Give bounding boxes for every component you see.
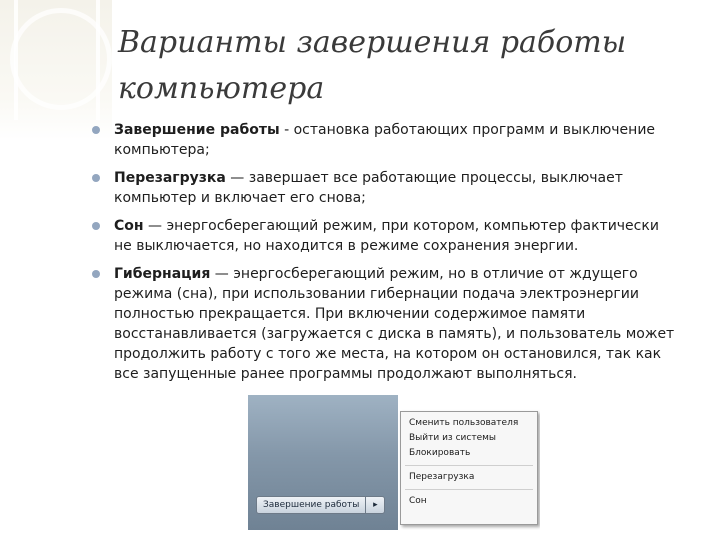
item-text: — энергосберегающий режим, но в отличие от ждущего режима (сна), при использовании гибернации подача электроэнергии полностью прекращается. При включении содержимое памяти восстанавливается (загружается с диска в память), и пользователь может продолжить работу с того же места, на котором он остановился, так как все запущенные ранее программы продолжают выполняться. bbox=[114, 266, 675, 382]
item-term: Перезагрузка bbox=[114, 170, 226, 186]
chevron-right-icon[interactable]: ▸ bbox=[366, 496, 385, 514]
menu-item-switch-user[interactable]: Сменить пользователя bbox=[409, 418, 519, 428]
item-text: — энергосберегающий режим, при котором, компьютер фактически не выключается, но находится в режиме сохранения энергии. bbox=[114, 218, 659, 254]
bullet-icon bbox=[92, 126, 100, 134]
bullet-icon bbox=[92, 174, 100, 182]
list-item bbox=[90, 120, 680, 160]
decorative-corner bbox=[0, 0, 112, 140]
item-term: Сон bbox=[114, 218, 144, 234]
shutdown-menu bbox=[400, 411, 538, 525]
menu-item-log-off[interactable]: Выйти из системы bbox=[409, 433, 496, 443]
start-menu-screenshot bbox=[248, 395, 540, 530]
menu-divider bbox=[405, 489, 533, 490]
menu-divider bbox=[405, 465, 533, 466]
decorative-line bbox=[96, 0, 100, 120]
shutdown-control bbox=[256, 496, 385, 514]
shutdown-button[interactable]: Завершение работы bbox=[256, 496, 366, 514]
item-text: — завершает все работающие процессы, выключает компьютер и включает его снова; bbox=[114, 170, 623, 206]
item-term: Гибернация bbox=[114, 266, 211, 282]
menu-item-restart[interactable]: Перезагрузка bbox=[409, 472, 475, 482]
slide-title: Варианты завершения работы компьютера bbox=[118, 25, 627, 106]
menu-item-lock[interactable]: Блокировать bbox=[409, 448, 471, 458]
bullet-icon bbox=[92, 270, 100, 278]
bullet-icon bbox=[92, 222, 100, 230]
list-item bbox=[90, 168, 680, 208]
item-text: - остановка работающих программ и выключение компьютера; bbox=[114, 122, 656, 158]
definitions-list bbox=[90, 120, 680, 392]
decorative-line bbox=[14, 0, 18, 120]
item-term: Завершение работы bbox=[114, 122, 280, 138]
list-item bbox=[90, 264, 680, 384]
menu-item-sleep[interactable]: Сон bbox=[409, 496, 427, 506]
list-item bbox=[90, 216, 680, 256]
